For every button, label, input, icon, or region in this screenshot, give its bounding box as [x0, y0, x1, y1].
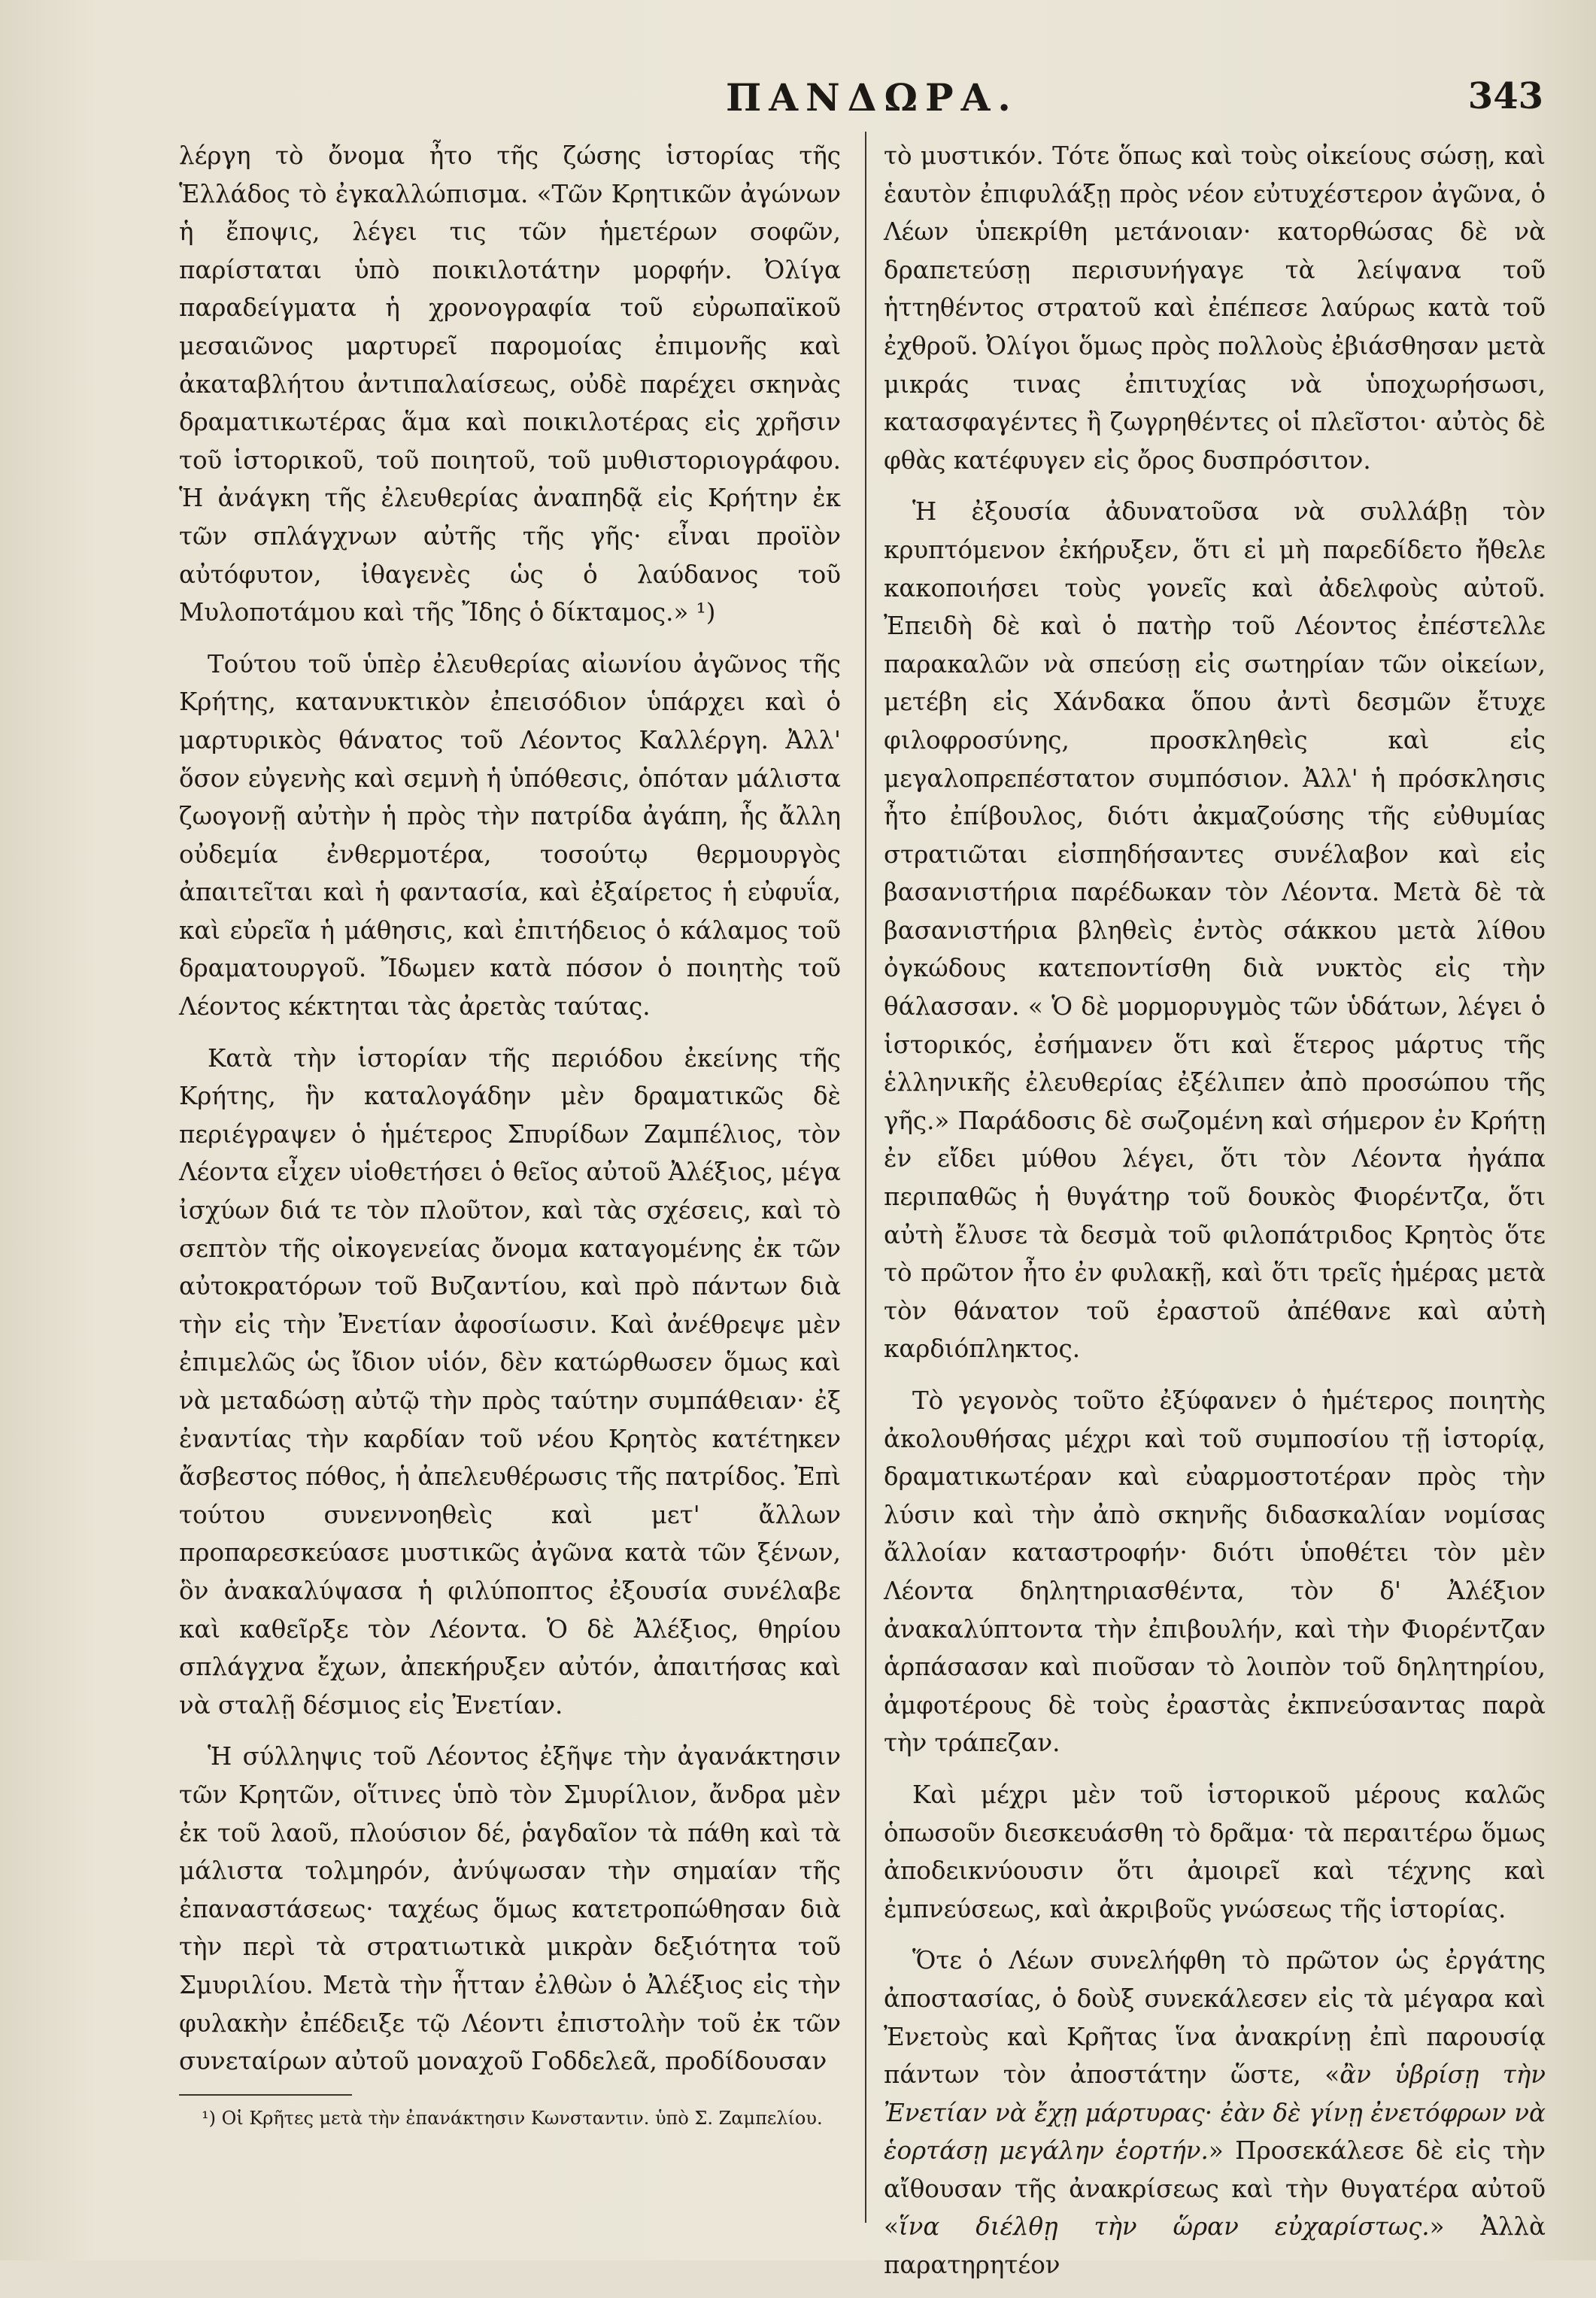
paragraph: Τὸ γεγονὸς τοῦτο ἐξύφανεν ὁ ἡμέτερος ποιητὴς ἀκολουθήσας μέχρι καὶ τοῦ συμποσίου τῇ ἱστορίᾳ, δραματικωτέραν καὶ εὐαρμοστοτέραν πρὸς τὴν λύσιν καὶ τὴν ἀπὸ σκηνῆς διδασκαλίαν νομίσας ἄλλοίαν καταστροφήν· διότι ὑποθέτει τὸν μὲν Λέοντα δηλητηριασθέντα, τὸν δ' Ἀλέξιον ἀνακαλύπτοντα τὴν ἐπιβουλήν, καὶ τὴν Φιορέντζαν ἁρπάσασαν καὶ πιοῦσαν τὸ λοιπὸν τοῦ δηλητηρίου, ἀμφοτέρους δὲ τοὺς ἐραστὰς ἐκπνεύσαντας παρὰ τὴν τράπεζαν. [884, 1386, 1546, 1758]
right-column [884, 137, 1546, 2298]
paragraph-text: » Προσεκάλεσε δὲ εἰς τὴν αἴθουσαν τῆς ἀνακρίσεως καὶ τὴν θυγατέρα αὐτοῦ « [884, 2136, 1546, 2242]
running-title: ΠΑΝΔΩΡΑ. [726, 75, 1018, 120]
paragraph: Τούτου τοῦ ὑπὲρ ἐλευθερίας αἰωνίου ἀγῶνος τῆς Κρήτης, κατανυκτικὸν ἐπεισόδιον ὑπάρχει καὶ ὁ μαρτυρικὸς θάνατος τοῦ Λέοντος Καλλέργη. Ἀλλ' ὅσον εὐγενὴς καὶ σεμνὴ ἡ ὑπόθεσις, ὁπόταν μάλιστα ζωογονῇ αὐτὴν ἡ πρὸς τὴν πατρίδα ἀγάπη, ἧς ἄλλη οὐδεμία ἐνθερμοτέρα, τοσούτῳ θερμουργὸς ἀπαιτεῖται καὶ ἡ φαντασία, καὶ ἐξαίρετος ἡ εὐφυΐα, καὶ εὐρεῖα ἡ μάθησις, καὶ ἐπιτήδειος ὁ κάλαμος τοῦ δραματουργοῦ. Ἴδωμεν κατὰ πόσον ὁ ποιητὴς τοῦ Λέοντος κέκτηται τὰς ἀρετὰς ταύτας. [179, 649, 841, 1022]
footnote: ¹) Οἱ Κρῆτες μετὰ τὴν ἐπανάκτησιν Κωνσταντιν. ὑπὸ Σ. Ζαμπελίου. [202, 2107, 823, 2129]
paragraph-text: Ὅτε ὁ Λέων συνελήφθη τὸ πρῶτον ὡς ἐργάτης ἀποστασίας, ὁ δοὺξ συνεκάλεσεν εἰς τὰ μέγαρα καὶ Ἐνετοὺς καὶ Κρῆτας ἵνα ἀνακρίνῃ ἐπὶ παρουσίᾳ πάντων τὸν ἀποστάτην ὥστε, « [884, 1946, 1546, 2090]
page-header [0, 75, 1596, 128]
paragraph: Κατὰ τὴν ἱστορίαν τῆς περιόδου ἐκείνης τῆς Κρήτης, ἣν καταλογάδην μὲν δραματικῶς δὲ περιέγραψεν ὁ ἡμέτερος Σπυρίδων Ζαμπέλιος, τὸν Λέοντα εἶχεν υἱοθετήσει ὁ θεῖος αὐτοῦ Ἀλέξιος, μέγα ἰσχύων διά τε τὸν πλοῦτον, καὶ τὰς σχέσεις, καὶ τὸ σεπτὸν τῆς οἰκογενείας ὄνομα καταγομένης ἐκ τῶν αὐτοκρατόρων τοῦ Βυζαντίου, καὶ πρὸ πάντων διὰ τὴν εἰς τὴν Ἐνετίαν ἀφοσίωσιν. Καὶ ἀνέθρεψε μὲν ἐπιμελῶς ὡς ἴδιον υἱόν, δὲν κατώρθωσεν ὅμως καὶ νὰ μεταδώσῃ αὐτῷ τὴν πρὸς ταύτην συμπάθειαν· ἐξ ἐναντίας τὴν καρδίαν τοῦ νέου Κρητὸς κατέτηκεν ἄσβεστος πόθος, ἡ ἀπελευθέρωσις τῆς πατρίδος. Ἐπὶ τούτου συνεννοηθεὶς καὶ μετ' ἄλλων προπαρεσκεύασε μυστικῶς ἀγῶνα κατὰ τῶν ξένων, ὃν ἀνακαλύψασα ἡ φιλύποπτος ἐξουσία συνέλαβε καὶ καθεῖρξε τὸν Λέοντα. Ὁ δὲ Ἀλέξιος, θηρίου σπλάγχνα ἔχων, ἀπεκήρυξεν αὐτόν, ἀπαιτήσας καὶ νὰ σταλῇ δέσμιος εἰς Ἐνετίαν. [179, 1043, 841, 1720]
quoted-text: ἂν ὑβρίσῃ τὴν Ἐνετίαν νὰ ἔχῃ μάρτυρας· ἐὰν δὲ γίνῃ ἐνετόφρων νὰ ἑορτάσῃ μεγάλην ἑορτήν. [884, 2060, 1546, 2166]
page-number: 343 [1467, 75, 1543, 117]
footnote-separator [179, 2094, 352, 2096]
left-column [179, 137, 841, 2147]
paragraph: λέργη τὸ ὄνομα ἦτο τῆς ζώσης ἱστορίας τῆς Ἑλλάδος τὸ ἐγκαλλώπισμα. «Τῶν Κρητικῶν ἀγώνων ἡ ἔποψις, λέγει τις τῶν ἡμετέρων σοφῶν, παρίσταται ὑπὸ ποικιλοτάτην μορφήν. Ὀλίγα παραδείγματα ἡ χρονογραφία τοῦ εὐρωπαϊκοῦ μεσαιῶνος μαρτυρεῖ παρομοίας ἐπιμονῆς καὶ ἀκαταβλήτου ἀντιπαλαίσεως, οὐδὲ παρέχει σκηνὰς δραματικωτέρας ἅμα καὶ ποικιλοτέρας εἰς χρῆσιν τοῦ ἱστορικοῦ, τοῦ ποιητοῦ, τοῦ μυθιστοριογράφου. Ἡ ἀνάγκη τῆς ἐλευθερίας ἀναπηδᾷ εἰς Κρήτην ἐκ τῶν σπλάγχνων αὐτῆς τῆς γῆς· εἶναι προϊὸν αὐτόφυτον, ἰθαγενὲς ὡς ὁ λαύδανος τοῦ Μυλοποτάμου καὶ τῆς Ἴδης ὁ δίκταμος.» ¹) [179, 141, 841, 627]
paragraph: Ἡ σύλληψις τοῦ Λέοντος ἐξῆψε τὴν ἀγανάκτησιν τῶν Κρητῶν, οἵτινες ὑπὸ τὸν Σμυρίλιον, ἄνδρα μὲν ἐκ τοῦ λαοῦ, πλούσιον δέ, ῥαγδαῖον τὰ πάθη καὶ τὰ μάλιστα τολμηρόν, ἀνύψωσαν τὴν σημαίαν τῆς ἐπαναστάσεως· ταχέως ὅμως κατετροπώθησαν διὰ τὴν περὶ τὰ στρατιωτικὰ μικρὰν δεξιότητα τοῦ Σμυριλίου. Μετὰ τὴν ἧτταν ἐλθὼν ὁ Ἀλέξιος εἰς τὴν φυλακὴν ἐπέδειξε τῷ Λέοντι ἐπιστολὴν τοῦ ἐκ τῶν συνεταίρων αὐτοῦ μοναχοῦ Γοδδελεᾶ, προδίδουσαν [179, 1742, 841, 2076]
paragraph: τὸ μυστικόν. Τότε ὅπως καὶ τοὺς οἰκείους σώσῃ, καὶ ἑαυτὸν ἐπιφυλάξῃ πρὸς νέον εὐτυχέστερον ἀγῶνα, ὁ Λέων ὑπεκρίθη μετάνοιαν· κατορθώσας δὲ νὰ δραπετεύσῃ περισυνήγαγε τὰ λείψανα τοῦ ἡττηθέντος στρατοῦ καὶ ἐπέπεσε λαύρως κατὰ τοῦ ἐχθροῦ. Ὀλίγοι ὅμως πρὸς πολλοὺς ἐβιάσθησαν μετὰ μικράς τινας ἐπιτυχίας νὰ ὑποχωρήσωσι, κατασφαγέντες ἢ ζωγρηθέντες οἱ πλεῖστοι· αὐτὸς δὲ φθὰς κατέφυγεν εἰς ὄρος δυσπρόσιτον. [884, 141, 1546, 475]
paragraph-text: » Ἀλλὰ παρατηρητέον [884, 2212, 1546, 2280]
paragraph: Καὶ μέχρι μὲν τοῦ ἱστορικοῦ μέρους καλῶς ὁπωσοῦν διεσκευάσθη τὸ δρᾶμα· τὰ περαιτέρω ὅμως ἀποδεικνύουσιν ὅτι ἀμοιρεῖ καὶ τέχνης καὶ ἐμπνεύσεως, καὶ ἀκριβοῦς γνώσεως τῆς ἱστορίας. [884, 1780, 1546, 1923]
quoted-text: ἵνα διέλθῃ τὴν ὥραν εὐχαρίστως. [898, 2212, 1430, 2242]
paragraph [884, 1941, 1546, 2284]
paragraph: Ἡ ἐξουσία ἀδυνατοῦσα νὰ συλλάβῃ τὸν κρυπτόμενον ἐκήρυξεν, ὅτι εἰ μὴ παρεδίδετο ἤθελε κακοποιήσει τοὺς γονεῖς καὶ ἀδελφοὺς αὐτοῦ. Ἐπειδὴ δὲ καὶ ὁ πατὴρ τοῦ Λέοντος ἐπέστελλε παρακαλῶν νὰ σπεύσῃ εἰς σωτηρίαν τῶν οἰκείων, μετέβη εἰς Χάνδακα ὅπου ἀντὶ δεσμῶν ἔτυχε φιλοφροσύνης, προσκληθεὶς καὶ εἰς μεγαλοπρεπέστατον συμπόσιον. Ἀλλ' ἡ πρόσκλησις ἦτο ἐπίβουλος, διότι ἀκμαζούσης τῆς εὐθυμίας στρατιῶται εἰσπηδήσαντες συνέλαβον καὶ εἰς βασανιστήρια παρέδωκαν τὸν Λέοντα. Μετὰ δὲ τὰ βασανιστήρια βληθεὶς ἐντὸς σάκκου μετὰ λίθου ὀγκώδους κατεποντίσθη διὰ νυκτὸς εἰς τὴν θάλασσαν. « Ὁ δὲ μορμορυγμὸς τῶν ὑδάτων, λέγει ὁ ἱστορικός, ἐσήμανεν ὅτι καὶ ἕτερος μάρτυς τῆς ἑλληνικῆς ἐλευθερίας ἐξέλιπεν ἀπὸ προσώπου τῆς γῆς.» Παράδοσις δὲ σωζομένη καὶ σήμερον ἐν Κρήτῃ ἐν εἴδει μύθου λέγει, ὅτι τὸν Λέοντα ἠγάπα περιπαθῶς ἡ θυγάτηρ τοῦ δουκὸς Φιορέντζα, ὅτι αὐτὴ ἔλυσε τὰ δεσμὰ τοῦ φιλοπάτριδος Κρητὸς ὅτε τὸ πρῶτον ἦτο ἐν φυλακῇ, καὶ ὅτι τρεῖς ἡμέρας μετὰ τὸν θάνατον τοῦ ἐραστοῦ ἀπέθανε καὶ αὐτὴ καρδιόπληκτος. [884, 497, 1546, 1364]
column-divider [865, 132, 866, 2223]
